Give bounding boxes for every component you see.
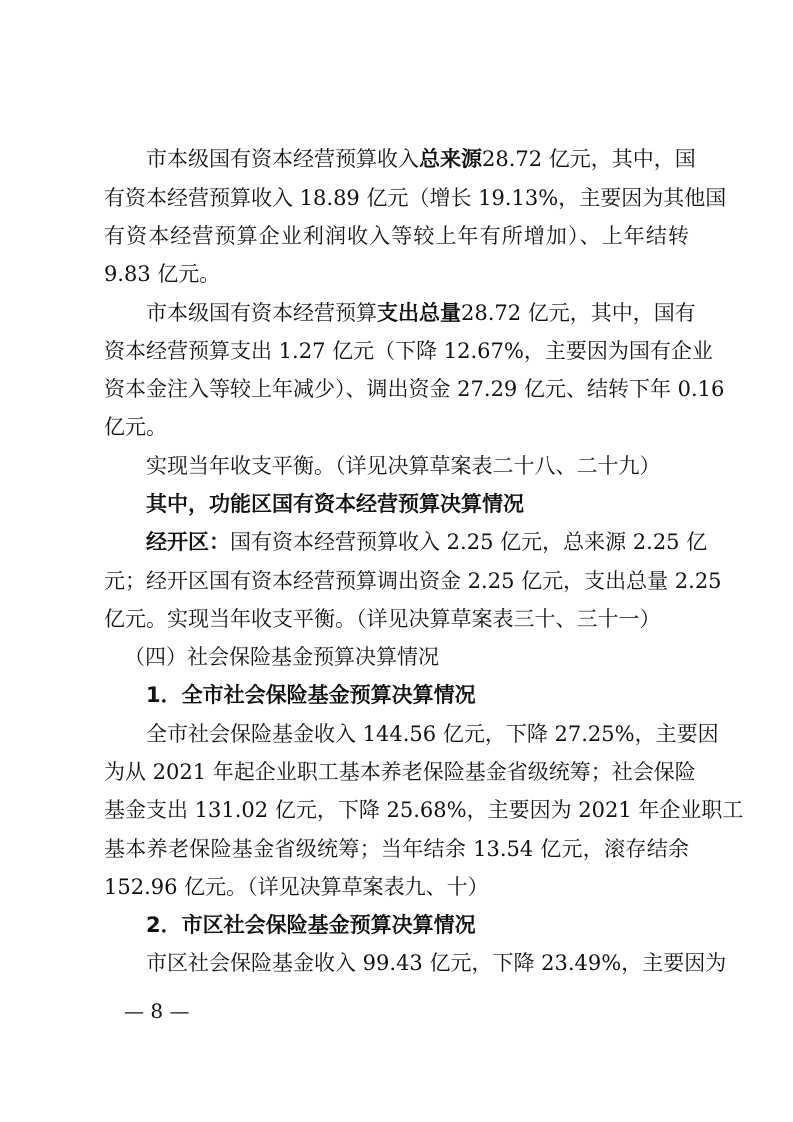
p3-line: 实现当年收支平衡。（详见决算草案表二十八、二十九） [146,454,661,479]
section-heading-function-zone: 其中，功能区国有资本经营预算决算情况 [146,492,524,517]
p1-line-4: 9.83 亿元。 [104,262,221,287]
p5-line-3: 基金支出 131.02 亿元，下降 25.68%，主要因为 2021 年企业职工 [104,798,744,823]
p2-line-3: 资本金注入等较上年减少）、调出资金 27.29 亿元、结转下年 0.16 [104,376,725,401]
p5-line-4: 基本养老保险基金省级统筹；当年结余 13.54 亿元，滚存结余 [104,836,689,861]
bold-run: 经开区： [146,530,230,555]
text-run: 市本级国有资本经营预算 [146,300,377,325]
bold-run: 支出总量 [377,300,461,325]
text-run: 国有资本经营预算收入 2.25 亿元，总来源 2.25 亿 [230,530,708,555]
p4-line-1 [146,524,708,560]
p1-line-2: 有资本经营预算收入 18.89 亿元（增长 19.13%，主要因为其他国 [104,186,727,211]
p6-line-1: 市区社会保险基金收入 99.43 亿元，下降 23.49%，主要因为 [146,951,727,975]
page-number: — 8 — [124,999,190,1023]
subsection-heading-2: 2．市区社会保险基金预算决算情况 [146,912,476,937]
p1-line-1 [146,141,696,177]
p4-line-3: 亿元。实现当年收支平衡。（详见决算草案表三十、三十一） [104,606,661,631]
p4-line-2: 元；经开区国有资本经营预算调出资金 2.25 亿元，支出总量 2.25 [104,568,722,593]
section-heading-4: （四）社会保险基金预算决算情况 [124,644,439,669]
subsection-heading-1: 1．全市社会保险基金预算决算情况 [146,683,476,707]
p2-line-2: 资本经营预算支出 1.27 亿元（下降 12.67%，主要因为国有企业 [104,338,713,363]
p1-line-3: 有资本经营预算企业利润收入等较上年有所增加）、上年结转 [104,224,689,249]
text-run: 28.72 亿元，其中，国有 [461,300,696,325]
text-run: 28.72 亿元，其中，国 [482,147,696,171]
text-run: 市本级国有资本经营预算收入 [146,147,419,171]
p2-line-4: 亿元。 [104,415,167,439]
p2-line-1 [146,295,696,331]
p5-line-1: 全市社会保险基金收入 144.56 亿元，下降 27.25%，主要因 [146,722,719,747]
bold-run: 总来源 [419,147,482,171]
p5-line-5: 152.96 亿元。（详见决算草案表九、十） [104,874,489,899]
p5-line-2: 为从 2021 年起企业职工基本养老保险基金省级统筹；社会保险 [104,760,696,785]
